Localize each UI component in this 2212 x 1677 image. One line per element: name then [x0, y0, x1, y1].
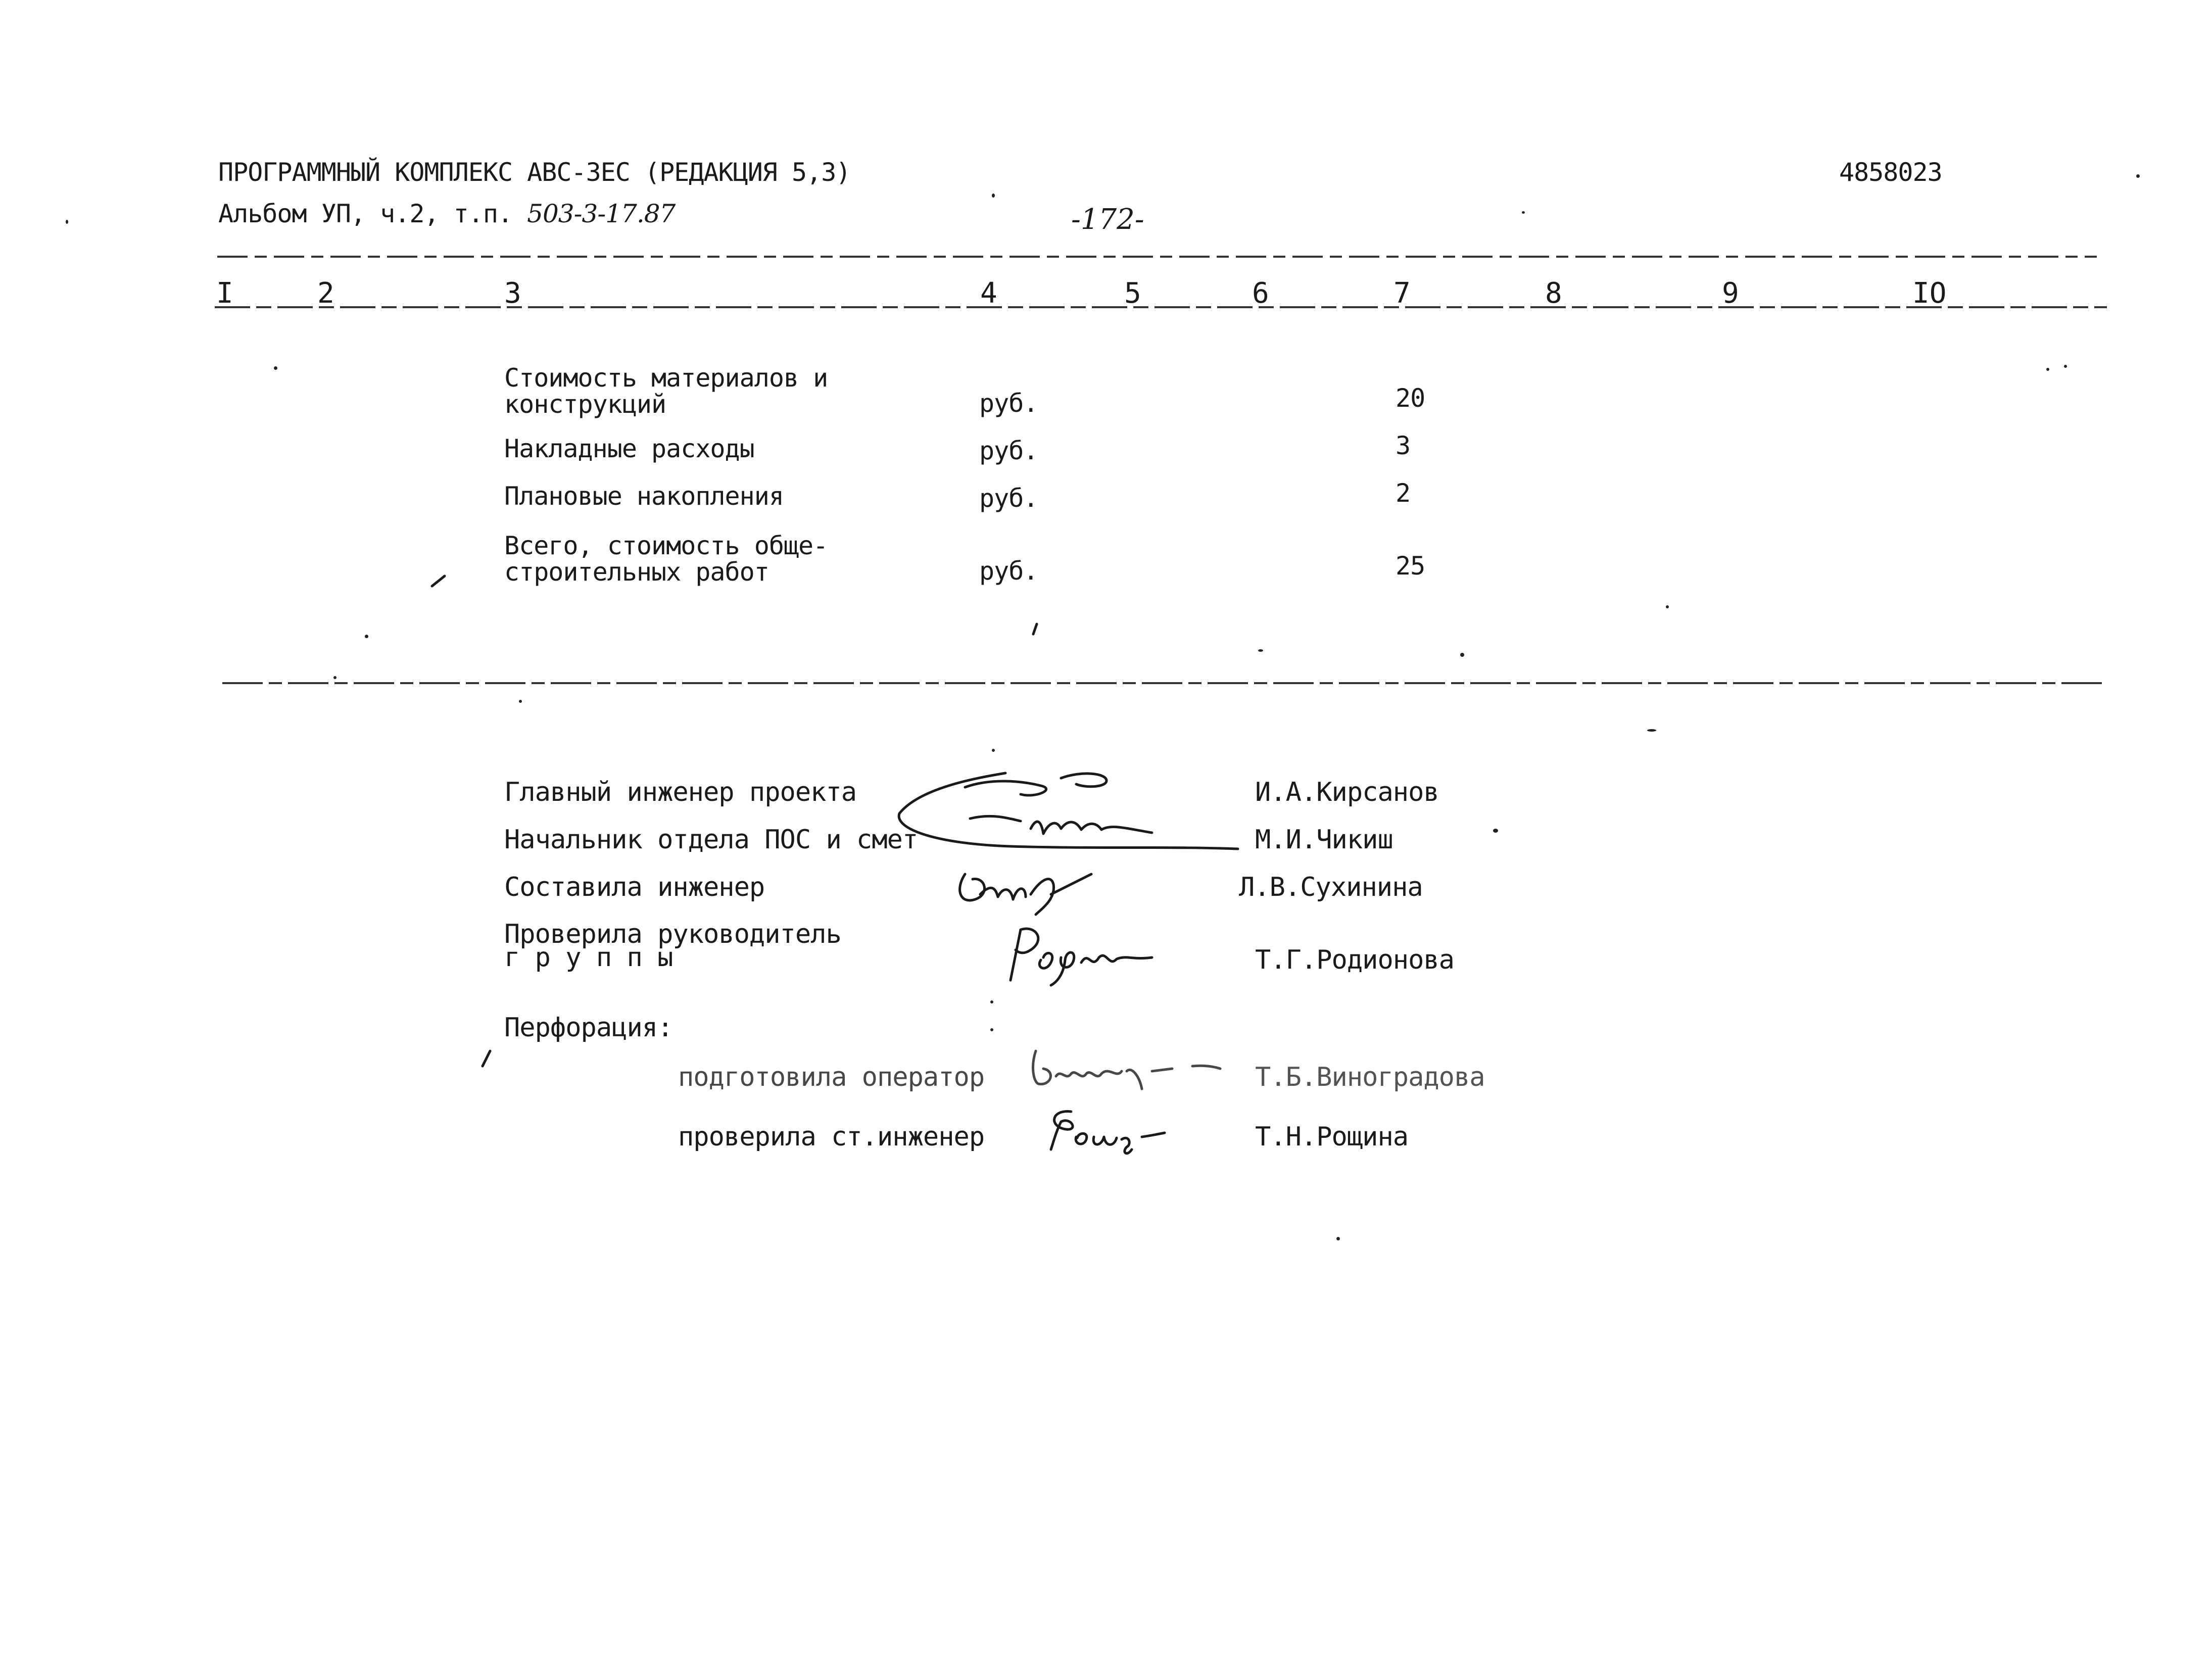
signatory-role: Главный инженер проекта: [504, 777, 857, 807]
scan-speck: [990, 1000, 993, 1003]
signature-rodionova: [1000, 920, 1172, 990]
scan-speck: [274, 366, 277, 370]
album-prefix: Альбом УП, ч.2, т.п.: [218, 199, 513, 228]
signatory-role: Начальник отдела ПОС и смет: [504, 825, 918, 855]
scan-speck: [1258, 649, 1263, 652]
scan-speck: [2046, 368, 2049, 371]
perforation-title: Перфорация:: [504, 1013, 673, 1043]
signatory-role: Составила инженер: [504, 872, 765, 902]
column-1: I: [216, 277, 233, 310]
signature-sukhinina: [950, 859, 1122, 920]
row-name-line: Стоимость материалов и: [504, 363, 828, 393]
column-3: 3: [504, 277, 521, 310]
scan-speck: [990, 1028, 993, 1031]
row-value: 2: [1396, 478, 1411, 508]
table-row: [504, 533, 828, 585]
row-unit: руб.: [979, 436, 1038, 465]
signatory-name: М.И.Чикиш: [1255, 825, 1393, 855]
scan-stroke: [429, 571, 450, 591]
signatory-role-line: Проверила руководитель: [504, 919, 841, 949]
perforation-name: Т.Н.Рощина: [1255, 1122, 1409, 1152]
table-row: [504, 483, 784, 509]
column-9: 9: [1722, 277, 1739, 310]
signature-vinogradova: [1021, 1041, 1223, 1096]
scan-speck: [333, 676, 336, 679]
column-2: 2: [317, 277, 334, 310]
scan-speck: [1522, 211, 1525, 214]
perforation-role: проверила ст.инженер: [678, 1122, 985, 1152]
table-rules: [0, 0, 2212, 758]
signature-kirsanov-chikish: [889, 758, 1243, 859]
signatory-name: Т.Г.Родионова: [1255, 945, 1454, 975]
scan-stroke: [1031, 621, 1041, 637]
table-row: [504, 365, 828, 417]
row-unit: руб.: [979, 389, 1038, 418]
album-project-number: 503-3-17.87: [527, 199, 676, 228]
program-title: ПРОГРАММНЫЙ КОМПЛЕКС АВС-ЗЕС (РЕДАКЦИЯ 5,3): [218, 158, 851, 187]
scan-speck: [992, 749, 995, 752]
perforation-name: Т.Б.Виноградова: [1255, 1062, 1485, 1092]
scan-stroke: [480, 1048, 495, 1069]
column-8: 8: [1545, 277, 1562, 310]
column-7: 7: [1393, 277, 1411, 310]
scan-speck: [1336, 1237, 1340, 1240]
row-unit: руб.: [979, 556, 1038, 586]
signatory-role-line: г р у п п ы: [504, 942, 673, 973]
row-name-line: Накладные расходы: [504, 434, 754, 463]
row-value: 3: [1396, 431, 1411, 460]
document-id: 4858023: [1839, 158, 1942, 187]
row-unit: руб.: [979, 484, 1038, 513]
signatory-role-block: [504, 919, 841, 973]
table-row: [504, 436, 754, 462]
row-name-line: строительных работ: [504, 557, 769, 587]
signatory-name: Л.В.Сухинина: [1239, 872, 1423, 902]
scan-speck: [519, 700, 522, 703]
perforation-role: подготовила оператор: [678, 1062, 985, 1092]
scan-speck: [2136, 174, 2140, 178]
row-name-line: Плановые накопления: [504, 482, 784, 511]
row-name-line: Всего, стоимость обще-: [504, 531, 828, 560]
scan-speck: [1493, 829, 1498, 833]
page-number: -172-: [1071, 203, 1144, 236]
signature-roshchina: [1041, 1101, 1172, 1157]
row-value: 20: [1396, 384, 1425, 413]
scan-speck: [1460, 653, 1464, 657]
row-value: 25: [1396, 551, 1425, 581]
signatory-name: И.А.Кирсанов: [1255, 777, 1439, 807]
row-name-line: конструкций: [504, 390, 666, 419]
scan-speck: [365, 635, 368, 638]
column-4: 4: [980, 277, 997, 310]
scan-speck: [1666, 605, 1669, 608]
scan-speck: [992, 194, 995, 198]
scan-speck: [1647, 729, 1656, 732]
column-10: IO: [1912, 277, 1947, 310]
column-5: 5: [1124, 277, 1141, 310]
column-6: 6: [1252, 277, 1269, 310]
scan-speck: [66, 220, 68, 224]
scan-speck: [2064, 365, 2067, 368]
